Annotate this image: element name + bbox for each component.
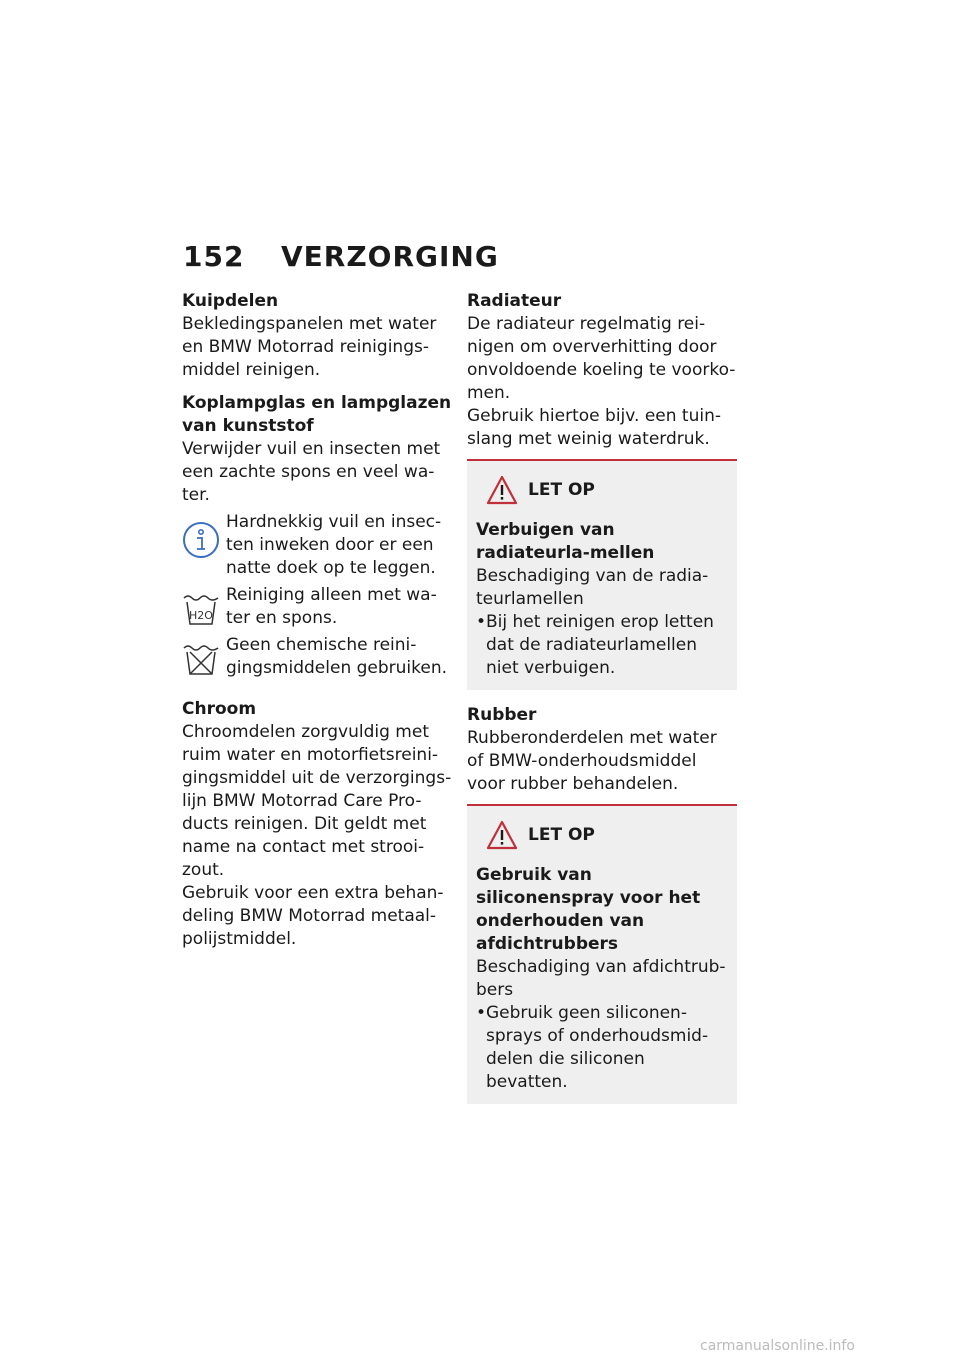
info-note (182, 511, 452, 580)
svg-text:H2O: H2O (189, 609, 213, 622)
warning-text: Beschadiging van afdichtrub-bers (476, 957, 726, 1000)
left-column (182, 290, 452, 951)
paragraph-koplamp: Verwijder vuil en insecten met een zachte spons en veel wa-ter. (182, 439, 441, 505)
warning-header (486, 820, 729, 850)
warning-label: LET OP (528, 480, 595, 500)
section-heading-kuipdelen: Kuipdelen (182, 291, 279, 311)
paragraph-chroom-1: Chroomdelen zorgvuldig met ruim water en motorfietsreini-gingsmiddel uit de verzorgings-lijn BMW Motorrad Care Pro-ducts reinigen. Dit geldt met name na contact met strooi-zout. (182, 722, 452, 880)
water-only-note (182, 584, 452, 630)
page-number: 152 (183, 240, 245, 273)
warning-triangle-icon (486, 475, 518, 505)
watermark: carmanualsonline.info (700, 1338, 855, 1354)
right-column (467, 290, 737, 1104)
no-chemicals-text: Geen chemische reini-gingsmiddelen gebruiken. (226, 635, 448, 678)
warning-title: Gebruik van siliconenspray voor het onderhouden van afdichtrubbers (476, 865, 701, 954)
section-heading-koplamp-1: Koplampglas en lampglazen (182, 393, 452, 413)
section-heading-chroom: Chroom (182, 699, 257, 719)
page-header (183, 240, 499, 273)
paragraph-rubber: Rubberonderdelen met water of BMW-onderhoudsmiddel voor rubber behandelen. (467, 728, 717, 794)
warning-triangle-icon (486, 820, 518, 850)
warning-bullet: • Gebruik geen siliconen-sprays of onderhoudsmid-delen die siliconen bevatten. (476, 1003, 709, 1092)
page-title: VERZORGING (281, 240, 499, 273)
water-only-icon (182, 590, 220, 628)
no-chemicals-note (182, 634, 452, 680)
info-note-text: Hardnekkig vuil en insec-ten inweken door er een natte doek op te leggen. (226, 512, 442, 578)
warning-box-radiateur (467, 459, 737, 690)
warning-label: LET OP (528, 825, 595, 845)
paragraph-radiateur-1: De radiateur regelmatig rei-nigen om oververhitting door onvoldoende koeling te voorko-men. (467, 314, 736, 403)
section-heading-radiateur: Radiateur (467, 291, 562, 311)
section-heading-rubber: Rubber (467, 705, 537, 725)
no-chemicals-icon (182, 640, 220, 678)
paragraph-chroom-2: Gebruik voor een extra behan-deling BMW Motorrad metaal-polijstmiddel. (182, 883, 444, 949)
warning-bullet: • Bij het reinigen erop letten dat de radiateurlamellen niet verbuigen. (476, 612, 714, 678)
paragraph-kuipdelen: Bekledingspanelen met water en BMW Motorrad reinigings-middel reinigen. (182, 314, 437, 380)
warning-header (486, 475, 729, 505)
warning-box-rubber (467, 804, 737, 1104)
warning-title: Verbuigen van radiateurla-mellen (476, 520, 655, 563)
warning-text: Beschadiging van de radia-teurlamellen (476, 566, 709, 609)
water-only-text: Reiniging alleen met wa-ter en spons. (226, 585, 437, 628)
paragraph-radiateur-2: Gebruik hiertoe bijv. een tuin-slang met weinig waterdruk. (467, 406, 721, 449)
section-heading-koplamp-2: van kunststof (182, 416, 314, 436)
info-icon (182, 521, 220, 559)
